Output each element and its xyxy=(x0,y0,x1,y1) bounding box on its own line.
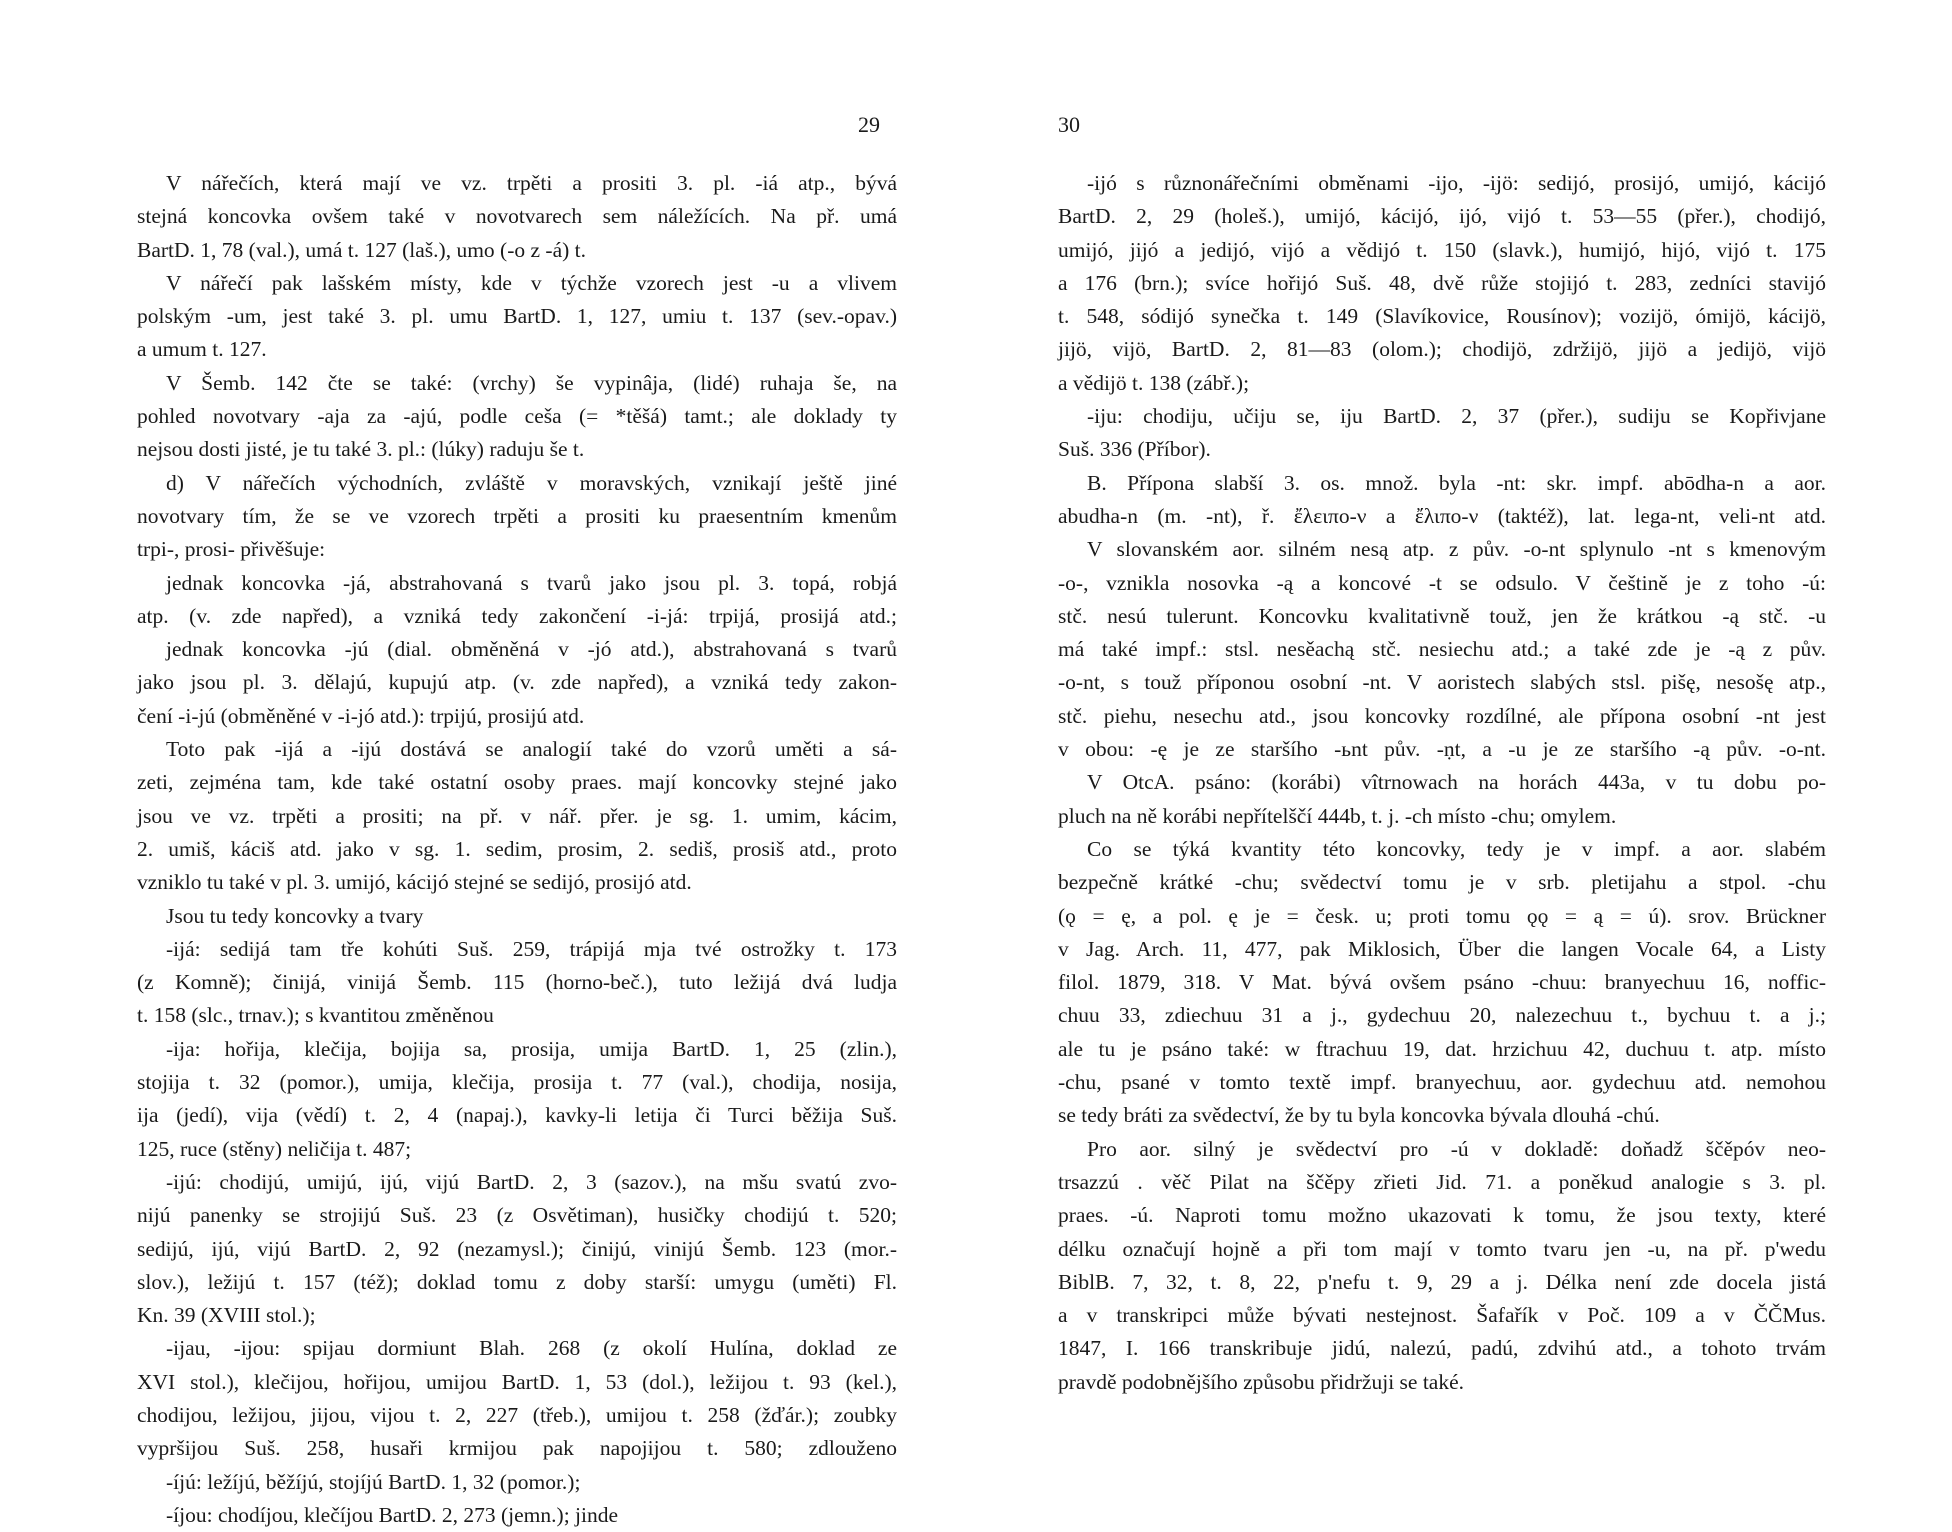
text-line: -íjú: ležíjú, běžíjú, stojíjú BartD. 1, 32 (pomor.); xyxy=(166,1469,581,1494)
text-line: trsazzú . věč Pilat na ščěpy zřieti Jid. 71. a poněkud analogie s 3. pl. xyxy=(1058,1169,1826,1194)
text-line: B. Přípona slabší 3. os. množ. byla -nt: skr. impf. abōdha-n a aor. xyxy=(1087,470,1826,495)
text-line: ija (jedí), vija (vědí) t. 2, 4 (napaj.), kavky-li letija či Turci běžija Suš. xyxy=(137,1103,897,1128)
text-line: -ijó s různonářečními obměnami -ijo, -ijö: sedijó, prosijó, umijó, kácijó xyxy=(1087,171,1826,195)
text-line: -iju: chodiju, učiju se, iju BartD. 2, 37 (přer.), sudiju se Kopřivjane xyxy=(1087,404,1826,429)
text-line: zeti, zejména tam, kde také ostatní osoby praes. mají koncovky stejné jako xyxy=(137,770,897,795)
text-line: XVI stol.), klečijou, hořijou, umijou BartD. 1, 53 (dol.), ležijou t. 93 (kel.), xyxy=(137,1369,897,1394)
text-line: sedijú, ijú, vijú BartD. 2, 92 (nezamysl.); činijú, vinijú Šemb. 123 (mor.- xyxy=(137,1236,897,1261)
text-line: V nářečí pak lašském místy, kde v týchže vzorech jest -u a vlivem xyxy=(166,270,897,295)
text-line: v Jag. Arch. 11, 477, pak Miklosich, Über die langen Vocale 64, a Listy xyxy=(1058,936,1826,961)
text-line: -ija: hořija, klečija, bojija sa, prosija, umija BartD. 1, 25 (zlin.), xyxy=(166,1036,897,1061)
text-line: polským -um, jest také 3. pl. umu BartD. 1, 127, umiu t. 137 (sev.-opav.) xyxy=(137,304,897,329)
text-line: pluch na ně korábi nepřítelščí 444b, t. j. -ch místo -chu; omylem. xyxy=(1058,803,1617,828)
text-line: jako jsou pl. 3. dělajú, kupujú atp. (v. zde napřed), a vzniká tedy zakon- xyxy=(137,670,897,695)
text-line: a vědijö t. 138 (zábř.); xyxy=(1058,370,1250,395)
text-line: chuu 33, zdiechuu 31 a j., gydechuu 20, nalezechuu t., bychuu t. a j.; xyxy=(1058,1003,1826,1028)
text-line: Pro aor. silný je svědectví pro -ú v dokladě: doňadž ščěpóv neo- xyxy=(1087,1136,1826,1161)
text-line: ale tu je psáno také: w ftrachuu 19, dat. hrzichuu 42, duchuu t. atp. místo xyxy=(1058,1036,1826,1061)
text-line: -ijá: sedijá tam tře kohúti Suš. 259, trápijá mja tvé ostrožky t. 173 xyxy=(166,936,897,961)
text-line: a umum t. 127. xyxy=(137,337,267,362)
text-line: jijö, vijö, BartD. 2, 81—83 (olom.); chodijö, zdržijö, jijö a jedijö, vijö xyxy=(1058,337,1826,362)
text-line: stojija t. 32 (pomor.), umija, klečija, prosija t. 77 (val.), chodija, nosija, xyxy=(137,1070,897,1095)
page-number-right: 30 xyxy=(1058,112,1080,137)
text-line: abudha-n (m. -nt), ř. ἔλειπο-ν a ἔλιπο-ν (taktéž), lat. lega-nt, veli-nt atd. xyxy=(1058,503,1826,528)
right-page-text xyxy=(1058,167,1826,1399)
text-line: pohled novotvary -aja za -ajú, podle ceša (= *těšá) tamt.; ale doklady ty xyxy=(137,404,897,429)
page-number-left: 29 xyxy=(858,112,880,137)
text-line: BartD. 2, 29 (holeš.), umijó, kácijó, ijó, vijó t. 53—55 (přer.), chodijó, xyxy=(1058,204,1826,229)
text-line: a 176 (brn.); svíce hořijó Suš. 48, dvě růže stojijó t. 283, zedníci stavijó xyxy=(1058,270,1826,295)
text-line: slov.), ležijú t. 157 (též); doklad tomu z doby starší: umygu (uměti) Fl. xyxy=(137,1269,897,1294)
text-line: novotvary tím, že se ve vzorech trpěti a prositi ku praesentním kmenům xyxy=(137,503,897,528)
text-line: V Šemb. 142 čte se také: (vrchy) še vypinâja, (lidé) ruhaja še, na xyxy=(166,370,897,395)
text-line: nijú panenky se strojijú Suš. 23 (z Osvětiman), husičky chodijú t. 520; xyxy=(137,1203,897,1228)
text-line: BiblB. 7, 32, t. 8, 22, p'nefu t. 9, 29 a j. Délka není zde docela jistá xyxy=(1058,1269,1826,1294)
text-line: praes. -ú. Naproti tomu možno ukazovati k tomu, že jsou texty, které xyxy=(1058,1203,1826,1228)
text-line: vypršijou Suš. 258, husaři krmijou pak napojijou t. 580; zdlouženo xyxy=(137,1436,897,1461)
text-line: V nářečích, která mají ve vz. trpěti a prositi 3. pl. -iá atp., bývá xyxy=(166,171,897,195)
text-line: -íjou: chodíjou, klečíjou BartD. 2, 273 (jemn.); jinde xyxy=(166,1502,619,1527)
left-page-text xyxy=(137,167,897,1532)
text-line: V slovanském aor. silném nesą atp. z pův. -o-nt splynulo -nt s kmenovým xyxy=(1087,537,1826,562)
text-line: má také impf.: stsl. nesěachą stč. nesiechu atd.; a také zde je -ą z pův. xyxy=(1058,637,1826,662)
text-line: (z Komně); činijá, vinijá Šemb. 115 (horno-beč.), tuto ležijá dvá ludja xyxy=(137,970,897,995)
text-line: stč. piehu, nesechu atd., jsou koncovky rozdílné, ale přípona osobní -nt jest xyxy=(1058,703,1826,728)
text-line: -chu, psané v tomto textě impf. branyechuu, aor. gydechuu atd. nemohou xyxy=(1058,1070,1826,1095)
text-line: filol. 1879, 318. V Mat. bývá ovšem psáno -chuu: branyechuu 16, noffic- xyxy=(1058,970,1826,995)
text-line: -ijau, -ijou: spijau dormiunt Blah. 268 (z okolí Hulína, doklad ze xyxy=(166,1336,897,1361)
text-line: atp. (v. zde napřed), a vzniká tedy zakončení -i-já: trpijá, prosijá atd.; xyxy=(137,603,897,628)
text-line: a v transkripci může bývati nestejnost. Šafařík v Poč. 109 a v ČČMus. xyxy=(1058,1303,1826,1328)
text-line: (ǫ = ę, a pol. ę je = česk. u; proti tomu ǫǫ = ą = ú). srov. Brückner xyxy=(1058,903,1826,928)
text-line: jsou ve vz. trpěti a prositi; na př. v nář. přer. je sg. 1. umim, kácim, xyxy=(137,803,897,828)
text-line: jednak koncovka -jú (dial. obměněná v -jó atd.), abstrahovaná s tvarů xyxy=(166,637,897,662)
text-line: t. 158 (slc., trnav.); s kvantitou změněnou xyxy=(137,1003,494,1028)
text-line: Jsou tu tedy koncovky a tvary xyxy=(166,903,424,928)
text-line: -ijú: chodijú, umijú, ijú, vijú BartD. 2, 3 (sazov.), na mšu svatú zvo- xyxy=(166,1169,897,1194)
text-line: Kn. 39 (XVIII stol.); xyxy=(137,1303,316,1328)
text-line: -o-nt, s touž příponou osobní -nt. V aoristech slabých stsl. pišę, nesošę atp., xyxy=(1058,670,1826,695)
text-line: t. 548, sódijó synečka t. 149 (Slavíkovice, Rousínov); vozijö, ómijö, kácijö, xyxy=(1058,304,1826,329)
text-line: stč. nesú tulerunt. Koncovku kvalitativně touž, jen že krátkou -ą stč. -u xyxy=(1058,603,1826,628)
text-line: pravdě podobnějšího způsobu přidržuji se také. xyxy=(1058,1369,1465,1394)
text-line: délku označují hojně a při tom mají v tomto tvaru jen -u, na př. p'wedu xyxy=(1058,1236,1826,1261)
text-line: trpi-, prosi- přivěšuje: xyxy=(137,537,326,562)
text-line: vzniklo tu také v pl. 3. umijó, kácijó stejné se sedijó, prosijó atd. xyxy=(137,870,692,895)
text-line: jednak koncovka -já, abstrahovaná s tvarů jako jsou pl. 3. topá, robjá xyxy=(166,570,897,595)
text-line: 1847, I. 166 transkribuje jidú, nalezú, padú, zdvihú atd., a tohoto trvám xyxy=(1058,1336,1826,1361)
text-line: V OtcA. psáno: (korábi) vîtrnowach na horách 443a, v tu dobu po- xyxy=(1087,770,1826,795)
text-line: čení -i-jú (obměněné v -i-jó atd.): trpijú, prosijú atd. xyxy=(137,703,585,728)
text-line: nejsou dosti jisté, je tu také 3. pl.: (lúky) raduju še t. xyxy=(137,437,585,462)
text-line: Toto pak -ijá a -ijú dostává se analogií také do vzorů uměti a sá- xyxy=(166,737,897,762)
text-line: stejná koncovka ovšem také v novotvarech sem náležících. Na př. umá xyxy=(137,204,897,229)
text-line: BartD. 1, 78 (val.), umá t. 127 (laš.), umo (-o z -á) t. xyxy=(137,237,586,262)
text-line: bezpečně krátké -chu; svědectví tomu je v srb. pletijahu a stpol. -chu xyxy=(1058,870,1826,895)
text-line: d) V nářečích východních, zvláště v moravských, vznikají ještě jiné xyxy=(166,470,897,495)
text-line: v obou: -ę je ze staršího -ьnt pův. -ṇt, a -u je ze staršího -ą pův. -o-nt. xyxy=(1058,737,1826,762)
text-line: Suš. 336 (Příbor). xyxy=(1058,437,1211,462)
text-line: chodijou, ležijou, jijou, vijou t. 2, 227 (třeb.), umijou t. 258 (žďár.); zoubky xyxy=(137,1402,897,1427)
text-line: umijó, jijó a jedijó, vijó a vědijó t. 150 (slavk.), humijó, hijó, vijó t. 175 xyxy=(1058,237,1826,262)
text-line: se tedy bráti za svědectví, že by tu byla koncovka bývala dlouhá -chú. xyxy=(1058,1103,1660,1128)
text-line: -o-, vznikla nosovka -ą a koncové -t se odsulo. V češtině je z toho -ú: xyxy=(1058,570,1826,595)
text-line: 125, ruce (stěny) neličija t. 487; xyxy=(137,1136,412,1161)
text-line: 2. umiš, káciš atd. jako v sg. 1. sedim, prosim, 2. sediš, prosiš atd., proto xyxy=(137,836,897,861)
text-line: Co se týká kvantity této koncovky, tedy je v impf. a aor. slabém xyxy=(1087,836,1826,861)
